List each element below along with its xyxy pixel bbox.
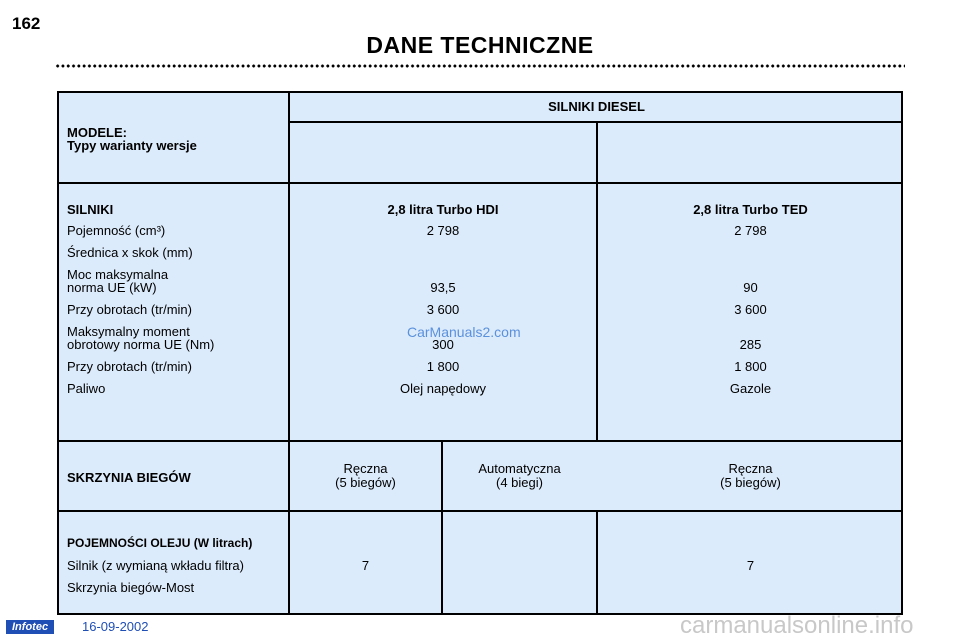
row-divider-engines <box>59 440 903 442</box>
row-label: obrotowy norma UE (Nm) <box>67 337 215 352</box>
gearbox-label: SKRZYNIA BIEGÓW <box>67 470 191 485</box>
row-value: 2 798 <box>734 223 767 238</box>
oil-label: POJEMNOŚCI OLEJU (W litrach) <box>67 536 253 550</box>
spec-table <box>57 91 903 615</box>
row-label: Pojemność (cm³) <box>67 223 166 238</box>
col-divider-1 <box>288 93 290 613</box>
models-label: MODELE: <box>67 125 127 140</box>
row-label: Paliwo <box>67 381 106 396</box>
gearbox-col2-gears: (4 biegi) <box>496 475 543 490</box>
gearbox-col3-type: Ręczna <box>728 461 773 476</box>
row-value: Gazole <box>729 381 772 396</box>
oil-gearbox-label: Skrzynia biegów-Most <box>67 580 195 595</box>
watermark-center: CarManuals2.com <box>407 324 521 340</box>
row-label: Przy obrotach (tr/min) <box>67 359 192 374</box>
page-number: 162 <box>12 14 41 33</box>
row-label: Moc maksymalna <box>67 267 169 282</box>
gearbox-col1-gears: (5 biegów) <box>335 475 396 490</box>
gearbox-col2-type: Automatyczna <box>478 461 561 476</box>
row-value: 3 600 <box>734 302 767 317</box>
row-value: 3 600 <box>426 302 460 317</box>
engine-col2: 2,8 litra Turbo TED <box>693 202 808 217</box>
engines-label: SILNIKI <box>67 202 114 217</box>
row-value: 90 <box>743 280 758 295</box>
row-value: 1 800 <box>426 359 460 374</box>
models-sub: Typy warianty wersje <box>67 138 197 153</box>
row-divider-gearbox <box>59 510 903 512</box>
oil-engine-v2: 7 <box>746 558 755 573</box>
engine-col1: 2,8 litra Turbo HDI <box>387 202 499 217</box>
row-value: 2 798 <box>426 223 460 238</box>
gearbox-col1-type: Ręczna <box>343 461 388 476</box>
row-label: Średnica x skok (mm) <box>67 245 193 260</box>
row-value: Olej napędowy <box>400 381 486 396</box>
row-value: 1 800 <box>734 359 767 374</box>
gearbox-col3-gears: (5 biegów) <box>720 475 781 490</box>
infotec-logo: Infotec <box>6 620 54 634</box>
row-value: 285 <box>739 337 762 352</box>
row-divider-models <box>59 182 903 184</box>
row-label: Maksymalny moment <box>67 324 190 339</box>
footer-date: 16-09-2002 <box>82 619 149 634</box>
page-title: DANE TECHNICZNE <box>366 32 594 58</box>
row-divider-header <box>288 121 903 123</box>
row-label: Przy obrotach (tr/min) <box>67 302 192 317</box>
oil-engine-v1: 7 <box>361 558 370 573</box>
oil-engine-label: Silnik (z wymianą wkładu filtra) <box>67 558 244 573</box>
engine-group-header: SILNIKI DIESEL <box>548 99 645 114</box>
row-label: norma UE (kW) <box>67 280 157 295</box>
watermark-bottom: carmanualsonline.info <box>680 612 914 639</box>
row-value: 300 <box>432 337 454 352</box>
dotted-divider <box>55 63 905 69</box>
row-value: 93,5 <box>430 280 456 295</box>
